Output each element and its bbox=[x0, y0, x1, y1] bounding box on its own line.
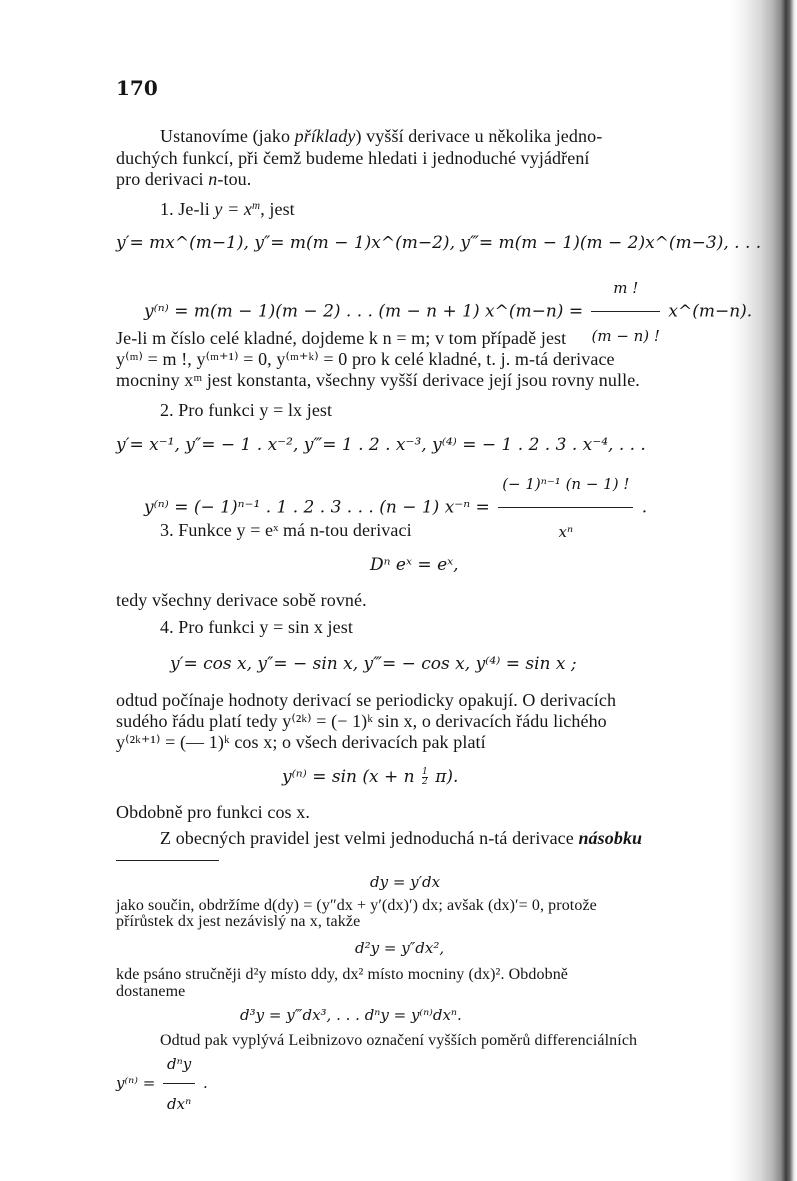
example-1-text-2: y⁽ᵐ⁾ = m !, y⁽ᵐ⁺¹⁾ = 0, y⁽ᵐ⁺ᵏ⁾ = 0 pro k celé kladné, t. j. m-tá derivace bbox=[116, 349, 615, 369]
example-2-heading: 2. Pro funkci y = lx jest bbox=[160, 400, 333, 420]
text: 1. Je-li bbox=[160, 199, 215, 219]
example-4-equation: y′= cos x, y″= − sin x, y‴= − cos x, y⁽⁴⁾ = sin x ; bbox=[170, 654, 577, 674]
example-4-text-2: sudého řádu platí tedy y⁽²ᵏ⁾ = (− 1)ᵏ sin x, o derivacích řádu lichého bbox=[116, 711, 607, 731]
math-var: n bbox=[208, 169, 218, 189]
numerator: dⁿy bbox=[163, 1046, 195, 1084]
text: pro derivaci bbox=[116, 169, 209, 189]
text: Z obecných pravidel jest velmi jednoduchá n-tá derivace bbox=[160, 828, 579, 848]
math: y⁽ⁿ⁾ = m(m − 1)(m − 2) . . . (m − n + 1) x^(m−n) = bbox=[144, 301, 584, 322]
text: -tou. bbox=[217, 169, 252, 189]
footnote-equation-4 bbox=[116, 1046, 208, 1122]
example-4-text-4: Obdobně pro funkci cos x. bbox=[116, 802, 310, 822]
fraction bbox=[498, 462, 633, 554]
footnote-text-5: Odtud pak vyplývá Leibnizovo označení vyšších poměrů differenciálních bbox=[160, 1032, 638, 1049]
fraction-one-half bbox=[422, 768, 428, 787]
fraction bbox=[591, 266, 660, 358]
example-1-text-3: mocniny xᵐ jest konstanta, všechny vyšší derivace její jsou rovny nulle. bbox=[116, 370, 640, 390]
example-4-equation-2 bbox=[282, 765, 458, 789]
example-3-heading: 3. Funkce y = eˣ má n-tou derivaci bbox=[160, 520, 412, 540]
footnote-text-2: přírůstek dx jest nezávislý na x, takže bbox=[116, 913, 361, 930]
intro-line-2: duchých funkcí, při čemž budeme hledati i jednoduché vyjádření bbox=[116, 148, 590, 168]
emphasis-text: násobku bbox=[578, 828, 643, 848]
math: y = x bbox=[214, 199, 253, 219]
numerator: m ! bbox=[591, 266, 660, 312]
denominator: xⁿ bbox=[558, 523, 574, 541]
page-number: 170 bbox=[116, 76, 158, 100]
footnote-equation-3: d³y = y‴dx³, . . . dⁿy = y⁽ⁿ⁾dxⁿ. bbox=[240, 1006, 462, 1024]
denominator: dxⁿ bbox=[167, 1095, 192, 1113]
footnote-equation-2: d²y = y″dx², bbox=[355, 939, 445, 957]
math: y⁽ⁿ⁾ = sin (x + n bbox=[282, 767, 415, 787]
denominator: (m − n) ! bbox=[591, 327, 660, 345]
math: . bbox=[202, 1074, 208, 1092]
numerator: 1 bbox=[422, 767, 428, 777]
intro-line-3 bbox=[116, 169, 251, 189]
example-3-text: tedy všechny derivace sobě rovné. bbox=[116, 590, 367, 610]
example-4-heading: 4. Pro funkci y = sin x jest bbox=[160, 617, 353, 637]
math: x^(m−n). bbox=[668, 301, 753, 322]
math: π). bbox=[435, 767, 459, 787]
example-4-text-1: odtud počínaje hodnoty derivací se periodicky opakují. O derivacích bbox=[116, 690, 617, 710]
example-2-equation-1: y′= x⁻¹, y″= − 1 . x⁻², y‴= 1 . 2 . x⁻³, y⁽⁴⁾ = − 1 . 2 . 3 . x⁻⁴, . . . bbox=[116, 435, 646, 455]
denominator: 2 bbox=[422, 777, 428, 787]
example-2-equation-2 bbox=[144, 462, 647, 554]
footnote-text-4: dostaneme bbox=[116, 983, 186, 1000]
math-sup: m bbox=[252, 199, 261, 212]
math: y⁽ⁿ⁾ = bbox=[116, 1074, 156, 1092]
example-3-equation: Dⁿ eˣ = eˣ, bbox=[370, 555, 459, 575]
text: , jest bbox=[260, 199, 295, 219]
example-1-text-1: Je-li m číslo celé kladné, dojdeme k n = m; v tom případě jest bbox=[116, 328, 567, 348]
math: . bbox=[641, 497, 648, 518]
example-4-text-5 bbox=[160, 828, 642, 848]
example-1-heading bbox=[160, 199, 295, 219]
text: Ustanovíme (jako bbox=[160, 126, 295, 146]
footnote-separator bbox=[116, 860, 219, 861]
fraction bbox=[163, 1046, 195, 1122]
example-1-equation-1: y′= mx^(m−1), y″= m(m − 1)x^(m−2), y‴= m(m − 1)(m − 2)x^(m−3), . . . bbox=[116, 233, 762, 253]
math: y⁽ⁿ⁾ = (− 1)ⁿ⁻¹ . 1 . 2 . 3 . . . (n − 1) x⁻ⁿ = bbox=[144, 497, 490, 518]
emphasis-text: příklady bbox=[294, 126, 356, 146]
intro-line-1 bbox=[160, 126, 602, 146]
footnote-text-3: kde psáno stručněji d²y místo ddy, dx² místo mocniny (dx)². Obdobně bbox=[116, 966, 569, 983]
footnote-equation-1: dy = y′dx bbox=[370, 873, 441, 891]
numerator: (− 1)ⁿ⁻¹ (n − 1) ! bbox=[498, 462, 633, 508]
footnote-text-1: jako součin, obdržíme d(dy) = (y″dx + y′(dx)′) dx; avšak (dx)′= 0, protože bbox=[116, 897, 597, 914]
example-4-text-3: y⁽²ᵏ⁺¹⁾ = (— 1)ᵏ cos x; o všech derivacích pak platí bbox=[116, 732, 486, 752]
text: ) vyšší derivace u několika jedno- bbox=[355, 126, 603, 146]
